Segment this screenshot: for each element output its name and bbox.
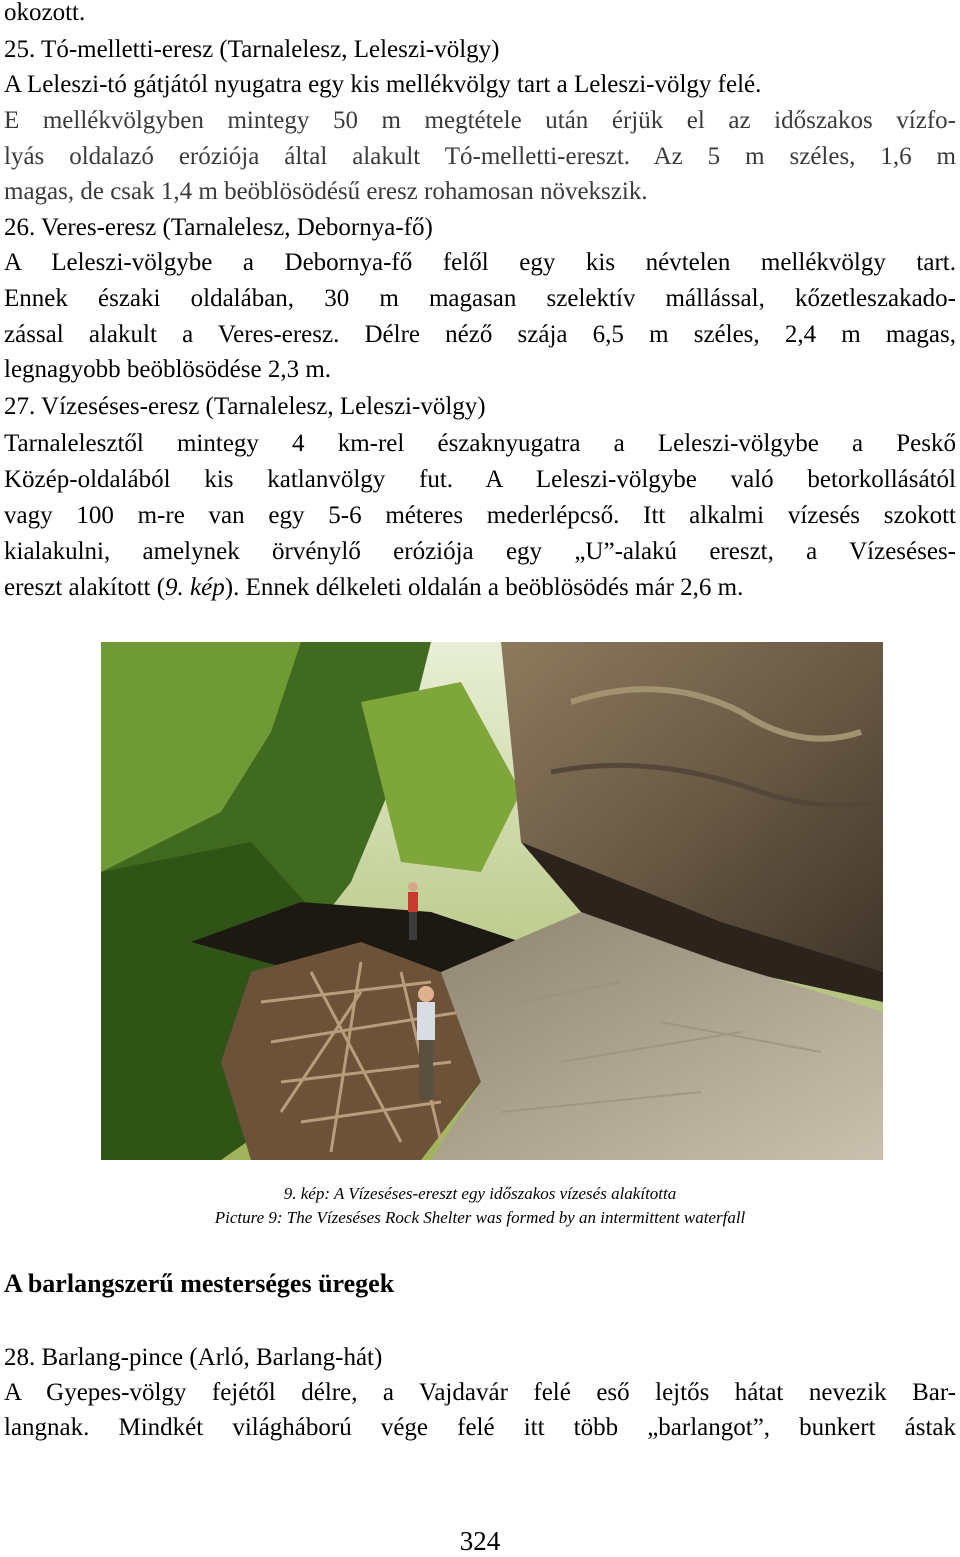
text-line: A Leleszi-völgybe a Debornya-fő felől egy kis névtelen mellékvölgy tart. [4, 249, 956, 276]
cave-photo [101, 642, 883, 1160]
text-run: ). Ennek délkeleti oldalán a beöblösödés már 2,6 m. [224, 574, 744, 601]
text-line: lyás oldalazó eróziója által alakult Tó-melletti-ereszt. Az 5 m széles, 1,6 m [4, 143, 956, 170]
caption-hu: 9. kép: A Vízeséses-ereszt egy időszakos vízesés alakította [283, 1184, 677, 1203]
figure-reference: 9. kép [165, 574, 225, 601]
section-heading: A barlangszerű mesterséges üregek [4, 1269, 395, 1298]
rock-shelter-illustration [101, 642, 883, 1160]
section-title-28: 28. Barlang-pince (Arló, Barlang-hát) [4, 1344, 383, 1371]
section-title-27: 27. Vízeséses-eresz (Tarnalelesz, Leleszi-völgy) [4, 393, 486, 420]
section-title-26: 26. Veres-eresz (Tarnalelesz, Debornya-fő) [4, 214, 433, 241]
text-line: legnagyobb beöblösödése 2,3 m. [4, 356, 332, 383]
text-line: Ennek északi oldalában, 30 m magasan szelektív mállással, kőzetleszakado- [4, 285, 956, 312]
text-line: okozott. [4, 0, 86, 26]
text-line: vagy 100 m-re van egy 5-6 méteres mederlépcső. Itt alkalmi vízesés szokott [4, 502, 956, 529]
text-line: Tarnalelesztől mintegy 4 km-rel északnyugatra a Leleszi-völgybe a Peskő [4, 430, 956, 457]
caption-en: Picture 9: The Vízeséses Rock Shelter was formed by an intermittent waterfall [214, 1208, 746, 1227]
text-line: kialakulni, amelynek örvénylő eróziója egy „U”-alakú ereszt, a Vízeséses- [4, 538, 956, 565]
text-line: A Gyepes-völgy fejétől délre, a Vajdavár felé eső lejtős hátat nevezik Bar- [4, 1379, 956, 1406]
text-line: A Leleszi-tó gátjától nyugatra egy kis mellékvölgy tart a Leleszi-völgy felé. [4, 71, 762, 98]
text-run: ereszt alakított ( [4, 574, 166, 601]
text-line: Közép-oldalából kis katlanvölgy fut. A Leleszi-völgybe való betorkollásától [4, 466, 956, 493]
text-line: E mellékvölgyben mintegy 50 m megtétele után érjük el az időszakos vízfo- [4, 107, 956, 134]
page-number: 324 [459, 1526, 501, 1556]
text-line: zással alakult a Veres-eresz. Délre néző szája 6,5 m széles, 2,4 m magas, [4, 321, 956, 348]
person-standing-bottom [417, 986, 435, 1100]
section-title-25: 25. Tó-melletti-eresz (Tarnalelesz, Leleszi-völgy) [4, 36, 500, 63]
text-line [4, 570, 956, 605]
text-line: magas, de csak 1,4 m beöblösödésű eresz rohamosan növekszik. [4, 178, 648, 205]
text-line: langnak. Mindkét világháború vége felé itt több „barlangot”, bunkert ástak [4, 1414, 956, 1441]
